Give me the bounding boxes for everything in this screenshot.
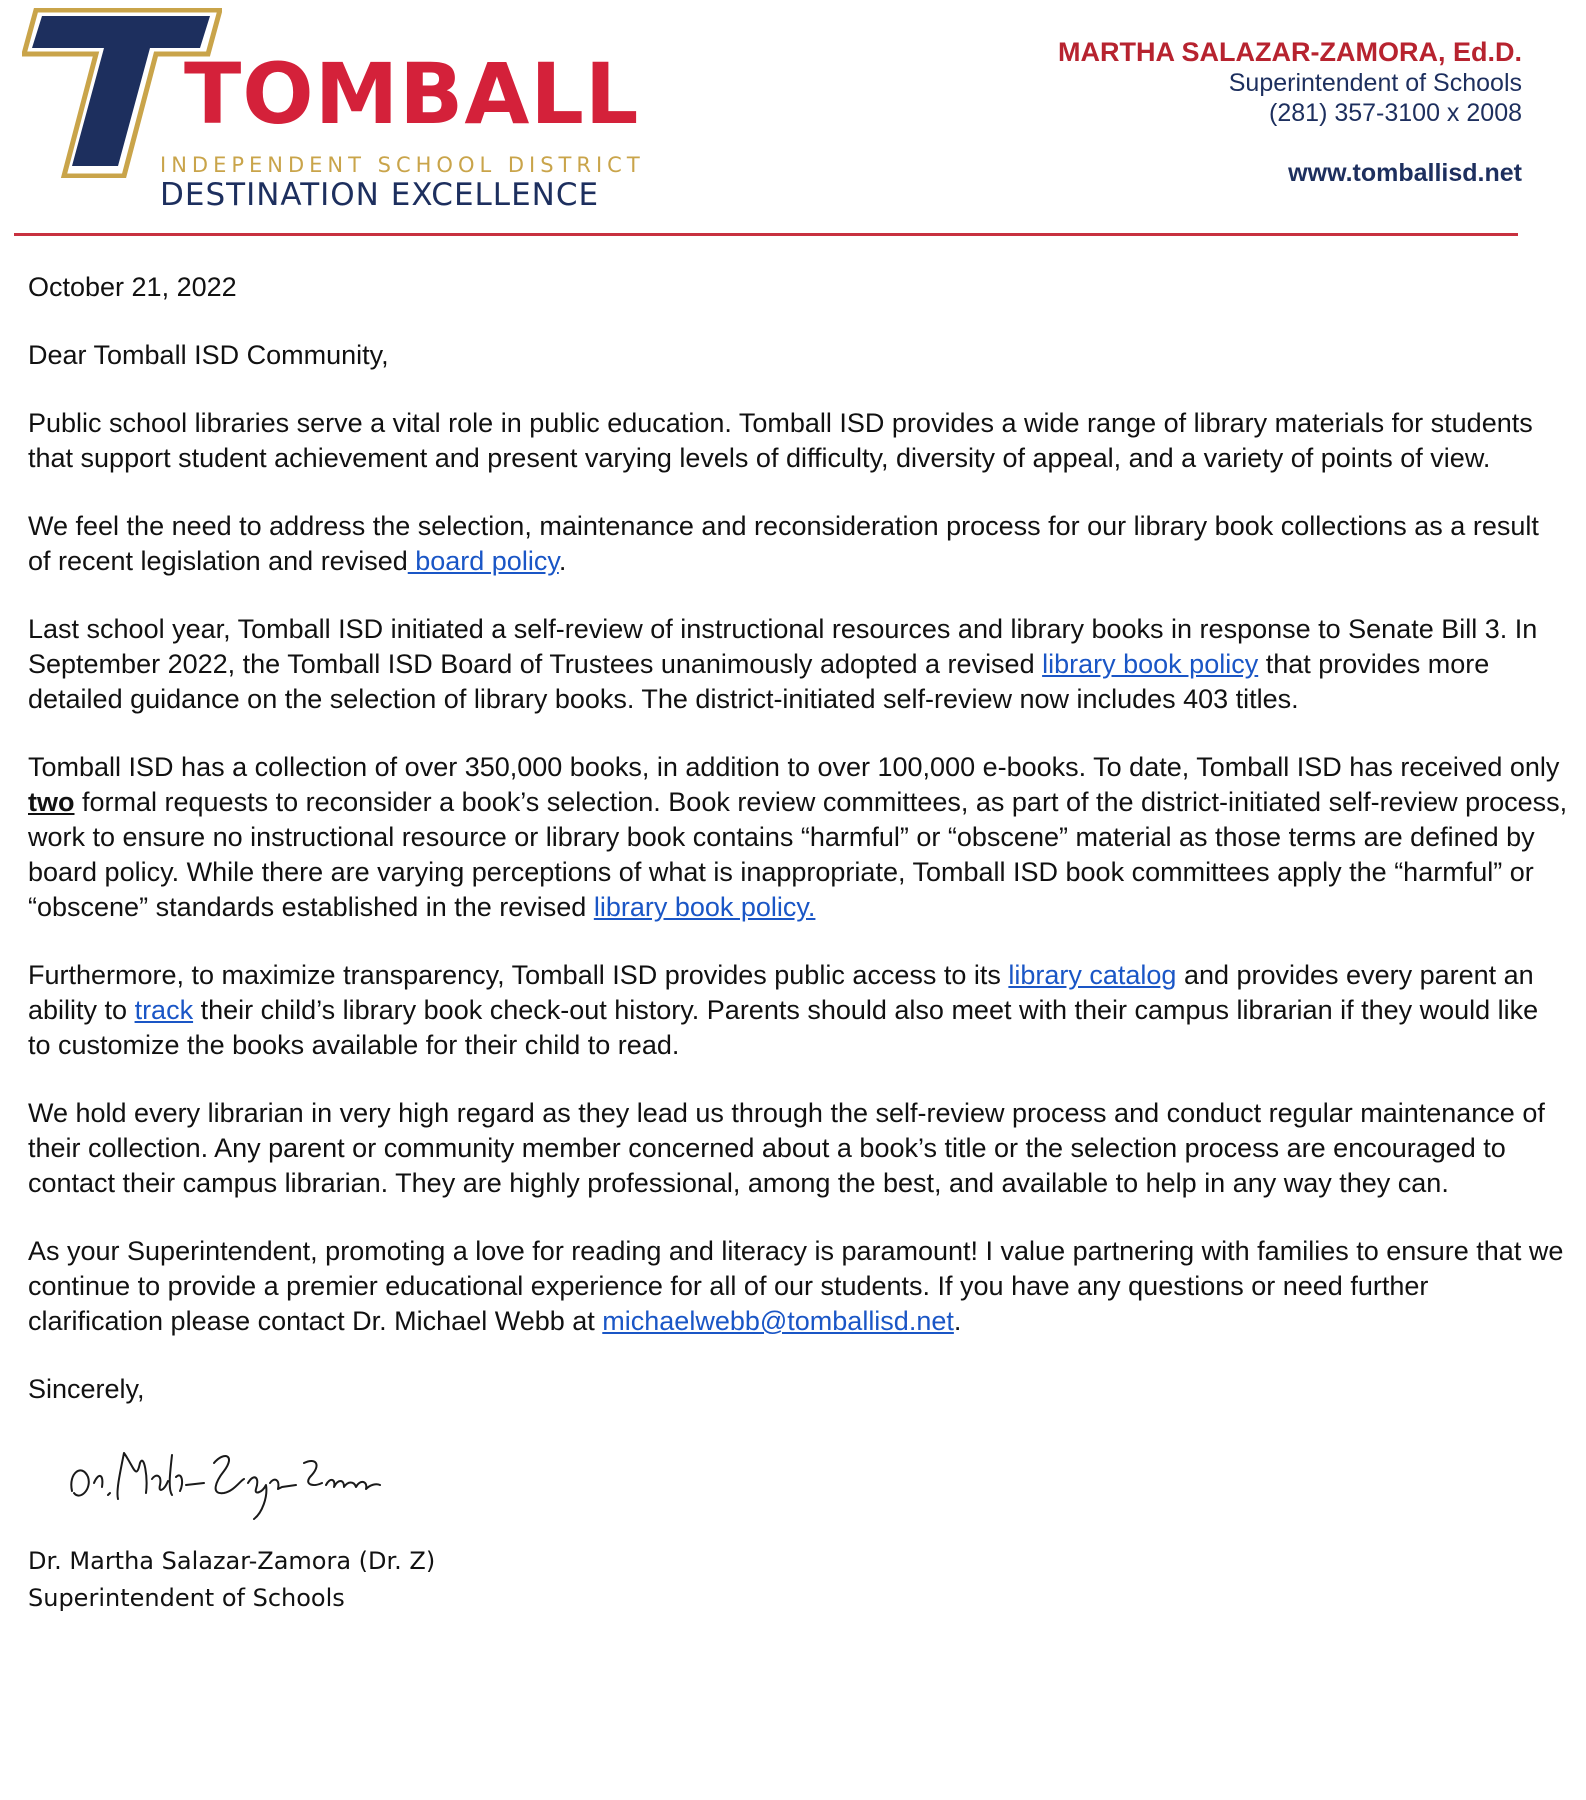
paragraph-4-text-a: Tomball ISD has a collection of over 350,000 books, in addition to over 100,000 e-books. To date, Tomball ISD has received only	[28, 752, 1560, 782]
letter-body	[28, 270, 1568, 1617]
library-book-policy-link[interactable]: library book policy	[1042, 649, 1259, 679]
paragraph-1: Public school libraries serve a vital role in public education. Tomball ISD provides a wide range of library materials for students that support student achievement and present varying levels of difficulty, diversity of appeal, and a variety of points of view.	[28, 408, 1533, 473]
email-link[interactable]: michaelwebb@tomballisd.net	[602, 1306, 954, 1336]
board-policy-link[interactable]: board policy	[407, 546, 559, 576]
library-catalog-link[interactable]: library catalog	[1008, 960, 1177, 990]
track-link[interactable]: track	[134, 995, 194, 1025]
letterhead	[0, 0, 1586, 250]
paragraph-5-text-b: and provides every parent an ability to	[28, 960, 1534, 1025]
letter-salutation: Dear Tomball ISD Community,	[28, 340, 389, 370]
paragraph-2-end: .	[558, 546, 567, 576]
header-divider	[14, 233, 1518, 236]
letter-closing: Sincerely,	[28, 1374, 145, 1404]
paragraph-5-text-a: Furthermore, to maximize transparency, Tomball ISD provides public access to its	[28, 960, 1009, 990]
emphasis-two: two	[28, 787, 75, 817]
paragraph-5	[28, 958, 1568, 1063]
paragraph-3-text-b: that provides more detailed guidance on the selection of library books. The district-initiated self-review now includes 403 titles.	[28, 649, 1490, 714]
paragraph-2-text: We feel the need to address the selection, maintenance and reconsideration process for our library book collections as a result of recent legislation and revised	[28, 511, 1539, 576]
paragraph-5-text-c: their child’s library book check-out history. Parents should also meet with their campus librarian if they would like to customize the books available for their child to read.	[28, 995, 1539, 1060]
district-wordmark: TOMBALL	[184, 45, 640, 143]
district-subtitle: INDEPENDENT SCHOOL DISTRICT	[160, 153, 645, 177]
paragraph-4	[28, 750, 1568, 925]
district-website-link[interactable]: www.tomballisd.net	[1288, 159, 1522, 187]
sender-phone: (281) 357-3100 x 2008	[1269, 99, 1522, 127]
paragraph-7-text: As your Superintendent, promoting a love for reading and literacy is paramount! I value partnering with families to ensure that we continue to provide a premier educational experience for all of our students. If you have any questions or need further clarification please contact Dr. Michael Webb at	[28, 1236, 1564, 1336]
signer-title: Superintendent of Schools	[28, 1584, 345, 1612]
paragraph-4-text-b: formal requests to reconsider a book’s selection. Book review committees, as part of the district-initiated self-review process, work to ensure no instructional resource or library book contains “harmful” or “obscene” material as those terms are defined by board policy. While there are varying perceptions of what is inappropriate, Tomball ISD book committees apply the “harmful” or “obscene” standards established in the revised	[28, 787, 1568, 922]
paragraph-2	[28, 509, 1568, 579]
library-book-policy-link-2[interactable]: library book policy.	[593, 892, 816, 922]
sender-contact-block	[1058, 36, 1522, 188]
sender-title: Superintendent of Schools	[1228, 69, 1522, 97]
paragraph-6: We hold every librarian in very high regard as they lead us through the self-review process and conduct regular maintenance of their collection. Any parent or community member concerned about a book’s title or the selection process are encouraged to contact their campus librarian. They are highly professional, among the best, and available to help in any way they can.	[28, 1098, 1545, 1198]
signer-block	[28, 1543, 1568, 1617]
handwritten-signature	[64, 1433, 384, 1523]
paragraph-7	[28, 1234, 1568, 1339]
letter-date: October 21, 2022	[28, 272, 237, 302]
paragraph-3	[28, 612, 1568, 717]
district-tagline: DESTINATION EXCELLENCE	[160, 177, 600, 213]
signer-name: Dr. Martha Salazar-Zamora (Dr. Z)	[28, 1547, 436, 1575]
sender-name: MARTHA SALAZAR-ZAMORA, Ed.D.	[1058, 37, 1522, 67]
paragraph-7-end: .	[953, 1306, 962, 1336]
paragraph-3-text-a: Last school year, Tomball ISD initiated a self-review of instructional resources and library books in response to Senate Bill 3. In September 2022, the Tomball ISD Board of Trustees unanimously adopted a revised	[28, 614, 1538, 679]
